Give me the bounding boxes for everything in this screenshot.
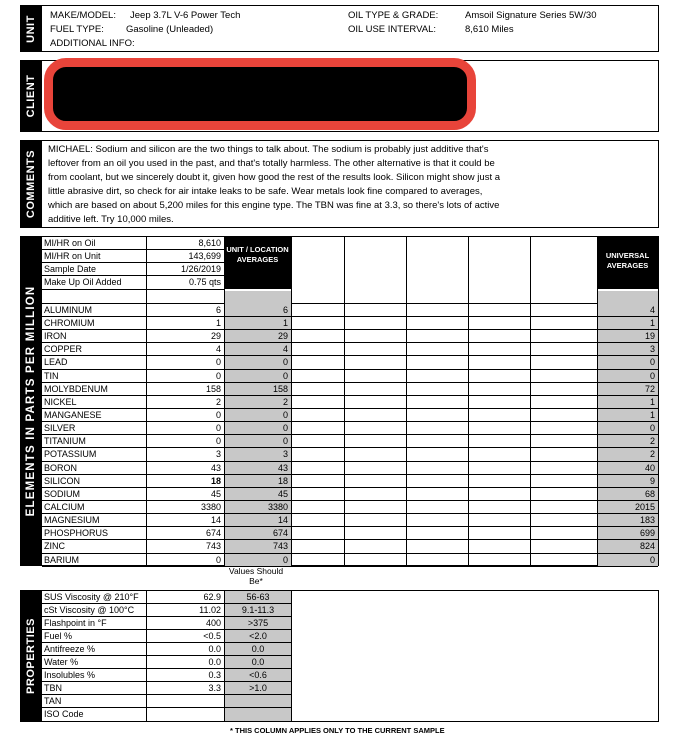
element-value: 6 [215,304,221,315]
element-value: 0 [215,357,221,368]
sample-info-value: 8,610 [198,238,221,248]
empty-cell [531,356,597,368]
element-name: MANGANESE [44,409,102,420]
property-should-be: <2.0 [225,630,291,642]
element-unit-average: 6 [225,304,291,316]
empty-cell [407,488,468,500]
property-should-be: 56-63 [225,591,291,603]
empty-cell [469,448,530,460]
fuel-type-value: Gasoline (Unleaded) [126,24,214,35]
empty-cell [469,343,530,355]
element-name: POTASSIUM [44,449,97,460]
empty-cell [345,422,406,434]
element-unit-average: 0 [225,554,291,566]
comment-line: MICHAEL: Sodium and silicon are the two things to talk about. The sodium is probably just additive that's [48,144,489,155]
empty-cell [407,540,468,552]
element-value: 0 [215,554,221,565]
oil-interval-value: 8,610 Miles [465,24,514,35]
empty-cell [292,370,344,382]
property-should-be: <0.6 [225,669,291,681]
empty-cell [407,343,468,355]
element-row [42,317,658,330]
sample-info-label: Make Up Oil Added [44,277,122,288]
empty-cell [531,343,597,355]
empty-cell [345,540,406,552]
empty-cell [469,330,530,342]
property-row [42,708,291,721]
element-row [42,475,658,488]
grid-vline [291,591,292,721]
empty-cell [345,488,406,500]
empty-cell [292,409,344,421]
universal-averages-header: UNIVERSAL AVERAGES [597,237,658,289]
property-value: 0.0 [208,644,221,654]
sample-info-row [42,263,224,276]
empty-cell [407,356,468,368]
element-universal-average: 2 [598,435,658,447]
empty-cell [407,396,468,408]
element-row [42,370,658,383]
empty-cell [407,514,468,526]
element-name: MOLYBDENUM [44,383,108,394]
empty-cell [469,370,530,382]
element-row [42,356,658,369]
element-name: BORON [44,462,78,473]
empty-cell [292,527,344,539]
element-value: 0 [215,436,221,447]
property-should-be: >1.0 [225,682,291,694]
sample-info-value: 143,699 [188,251,221,262]
sample-info-label: MI/HR on Unit [44,251,101,262]
empty-cell [407,370,468,382]
element-value: 45 [210,488,221,499]
additional-info-label: ADDITIONAL INFO: [50,38,135,49]
element-value: 0 [215,409,221,420]
empty-cell [407,435,468,447]
element-universal-average: 1 [598,317,658,329]
empty-cell [345,317,406,329]
empty-cell [345,304,406,316]
oil-interval-label: OIL USE INTERVAL: [348,24,436,35]
empty-cell [531,514,597,526]
empty-cell [292,304,344,316]
empty-cell [292,435,344,447]
property-should-be [225,695,291,707]
element-unit-average: 4 [225,343,291,355]
unit-section-label: UNIT [20,5,42,52]
empty-cell [407,554,468,566]
empty-cell [469,317,530,329]
element-name: ALUMINUM [44,304,93,315]
empty-cell [345,475,406,487]
empty-cell [407,409,468,421]
empty-cell [469,422,530,434]
empty-cell [292,330,344,342]
comments-box [41,140,659,228]
element-row [42,448,658,461]
element-universal-average: 699 [598,527,658,539]
empty-cell [531,475,597,487]
element-universal-average: 2015 [598,501,658,513]
empty-cell [292,488,344,500]
property-should-be: 0.0 [225,656,291,668]
property-row [42,669,291,682]
sample-info-value: 0.75 qts [188,277,221,288]
element-value: 4 [215,344,221,355]
empty-cell [345,501,406,513]
empty-cell [292,317,344,329]
empty-cell [469,501,530,513]
property-name: SUS Viscosity @ 210°F [44,592,139,602]
element-row [42,383,658,396]
property-row [42,682,291,695]
element-row [42,540,658,553]
comment-line: which are based on about 5,200 miles for this engine type. The TBN was fine at 3.3, so there's lots of active [48,200,500,211]
empty-cell [345,330,406,342]
empty-cell [292,422,344,434]
empty-cell [292,396,344,408]
property-value: 62.9 [203,592,221,602]
element-row [42,462,658,475]
element-value: 29 [210,331,221,342]
element-name: COPPER [44,344,83,355]
element-value: 674 [205,528,221,539]
element-row [42,501,658,514]
empty-cell [345,462,406,474]
empty-cell [531,330,597,342]
empty-cell [407,527,468,539]
empty-cell [469,304,530,316]
empty-cell [469,527,530,539]
element-value: 743 [205,541,221,552]
element-universal-average: 72 [598,383,658,395]
element-name: CHROMIUM [44,317,95,328]
empty-cell [531,370,597,382]
empty-cell [292,383,344,395]
property-should-be [225,708,291,721]
empty-cell [531,527,597,539]
empty-cell [531,409,597,421]
element-value: 0 [215,370,221,381]
empty-cell [345,554,406,566]
properties-section-label: PROPERTIES [20,590,42,722]
empty-cell [292,475,344,487]
empty-cell [292,448,344,460]
element-unit-average: 0 [225,409,291,421]
property-should-be: 0.0 [225,643,291,655]
comment-line: from coolant, but we sincerely doubt it, given how good the rest of the results look. Silicon might show just a [48,172,501,183]
property-row [42,617,291,630]
unit-info-box [41,5,659,52]
element-universal-average: 4 [598,304,658,316]
sample-info-row [42,237,224,250]
sample-info-label: MI/HR on Oil [44,238,96,248]
empty-cell [469,554,530,566]
element-name: ZINC [44,541,65,552]
element-row [42,304,658,317]
element-row [42,330,658,343]
empty-cell [531,501,597,513]
oil-type-value: Amsoil Signature Series 5W/30 [465,10,597,21]
empty-cell [531,435,597,447]
property-row [42,643,291,656]
empty-cell [407,448,468,460]
empty-cell [345,527,406,539]
property-name: Insolubles % [44,670,96,680]
empty-cell [469,540,530,552]
empty-cell [407,462,468,474]
element-unit-average: 743 [225,540,291,552]
property-row [42,604,291,617]
empty-cell [292,462,344,474]
element-value: 158 [205,383,221,394]
element-value: 43 [210,462,221,473]
empty-cell [292,356,344,368]
comment-line: little abrasive dirt, so check for air intake leaks to be safe. Wear metals look fine compared to averages, [48,186,483,197]
empty-cell [531,462,597,474]
property-should-be: >375 [225,617,291,629]
fuel-type-label: FUEL TYPE: [50,24,104,35]
element-universal-average: 9 [598,475,658,487]
element-row [42,409,658,422]
element-name: IRON [44,331,67,342]
element-name: TIN [44,370,59,381]
empty-cell [531,540,597,552]
client-section-label: CLIENT [20,60,42,132]
property-value [147,708,224,721]
element-unit-average: 18 [225,475,291,487]
element-universal-average: 1 [598,409,658,421]
element-name: SODIUM [44,488,80,499]
element-universal-average: 0 [598,554,658,566]
sample-info-row [42,276,224,289]
element-unit-average: 674 [225,527,291,539]
element-unit-average: 45 [225,488,291,500]
footnote: * THIS COLUMN APPLIES ONLY TO THE CURRENT SAMPLE [230,726,445,735]
element-unit-average: 1 [225,317,291,329]
property-value: 0.0 [208,657,221,667]
make-model-label: MAKE/MODEL: [50,10,116,21]
unit-location-averages-header: UNIT / LOCATION AVERAGES [224,237,291,289]
property-value: <0.5 [203,631,221,641]
empty-cell [531,383,597,395]
element-unit-average: 0 [225,435,291,447]
empty-cell [469,356,530,368]
element-unit-average: 158 [225,383,291,395]
empty-cell [292,554,344,566]
element-row [42,396,658,409]
property-name: ISO Code [44,709,84,719]
empty-cell [531,304,597,316]
element-name: MAGNESIUM [44,515,100,526]
properties-table [41,590,659,722]
element-row [42,488,658,501]
element-universal-average: 824 [598,540,658,552]
element-name: TITANIUM [44,436,86,447]
empty-cell [292,343,344,355]
empty-cell [345,448,406,460]
property-row [42,656,291,669]
values-should-be-header: Values Should Be* [228,566,284,586]
oil-type-label: OIL TYPE & GRADE: [348,10,439,21]
redaction-block [44,58,476,130]
empty-cell [292,540,344,552]
element-universal-average: 19 [598,330,658,342]
properties-table-body [42,591,658,721]
empty-cell [531,396,597,408]
element-name: PHOSPHORUS [44,528,109,539]
property-row [42,630,291,643]
empty-cell [469,435,530,447]
element-universal-average: 0 [598,370,658,382]
empty-cell [469,409,530,421]
property-value [147,695,224,707]
empty-cell [345,356,406,368]
element-name: NICKEL [44,396,77,407]
empty-cell [345,435,406,447]
element-name: SILVER [44,423,76,434]
property-name: Antifreeze % [44,644,96,654]
elements-table [41,236,659,566]
property-row [42,591,291,604]
spacer-cell [225,291,291,304]
element-universal-average: 0 [598,422,658,434]
empty-cell [469,488,530,500]
property-name: cSt Viscosity @ 100°C [44,605,135,615]
empty-cell [292,501,344,513]
property-value: 11.02 [199,605,221,615]
element-value: 0 [215,423,221,434]
element-universal-average: 183 [598,514,658,526]
element-value: 3380 [200,502,221,512]
element-row [42,554,658,567]
empty-cell [407,317,468,329]
elements-section-label: ELEMENTS IN PARTS PER MILLION [20,236,42,566]
property-name: Fuel % [44,631,73,641]
empty-cell [469,462,530,474]
elements-table-body [42,237,658,565]
element-row [42,527,658,540]
comment-line: leftover from an oil you used in the past, and that's totally harmless. The other alternative is that it could be [48,158,495,169]
element-unit-average: 14 [225,514,291,526]
empty-cell [469,514,530,526]
element-value: 18 [210,475,221,486]
property-value: 400 [205,618,221,628]
element-row [42,514,658,527]
element-unit-average: 3 [225,448,291,460]
element-unit-average: 29 [225,330,291,342]
element-unit-average: 0 [225,356,291,368]
element-name: BARIUM [44,554,80,565]
empty-cell [345,409,406,421]
element-universal-average: 68 [598,488,658,500]
sample-info-value: 1/26/2019 [180,264,221,275]
element-value: 14 [210,515,221,526]
empty-cell [531,488,597,500]
empty-cell [531,422,597,434]
element-unit-average: 2 [225,396,291,408]
comments-section-label: COMMENTS [20,140,42,228]
property-name: TAN [44,696,62,706]
property-value: 0.3 [208,670,221,680]
element-unit-average: 0 [225,370,291,382]
element-name: LEAD [44,357,68,368]
property-row [42,695,291,708]
spacer-cell [598,291,658,304]
empty-cell [469,475,530,487]
element-universal-average: 0 [598,356,658,368]
property-name: TBN [44,683,62,693]
element-universal-average: 3 [598,343,658,355]
element-row [42,435,658,448]
property-should-be: 9.1-11.3 [225,604,291,616]
element-universal-average: 1 [598,396,658,408]
element-unit-average: 43 [225,462,291,474]
empty-cell [345,370,406,382]
element-value: 2 [215,396,221,407]
sample-info-row [42,250,224,263]
empty-cell [407,422,468,434]
empty-cell [292,514,344,526]
empty-cell [469,383,530,395]
empty-cell [531,448,597,460]
empty-cell [345,396,406,408]
element-name: SILICON [44,475,81,486]
element-universal-average: 40 [598,462,658,474]
empty-cell [469,396,530,408]
empty-cell [407,383,468,395]
element-name: CALCIUM [44,502,85,512]
property-name: Water % [44,657,79,667]
property-value: 3.3 [208,683,221,693]
empty-cell [407,330,468,342]
empty-cell [531,317,597,329]
element-universal-average: 2 [598,448,658,460]
element-unit-average: 3380 [225,501,291,513]
element-unit-average: 0 [225,422,291,434]
element-value: 1 [215,317,221,328]
property-name: Flashpoint in °F [44,618,107,628]
empty-cell [345,514,406,526]
empty-cell [407,475,468,487]
element-row [42,422,658,435]
make-model-value: Jeep 3.7L V-6 Power Tech [130,10,241,21]
comment-line: additive left. Try 10,000 miles. [48,214,174,225]
empty-cell [531,554,597,566]
empty-cell [345,343,406,355]
empty-cell [407,501,468,513]
element-value: 3 [215,449,221,460]
empty-cell [407,304,468,316]
empty-cell [345,383,406,395]
sample-info-label: Sample Date [44,264,97,275]
element-row [42,343,658,356]
